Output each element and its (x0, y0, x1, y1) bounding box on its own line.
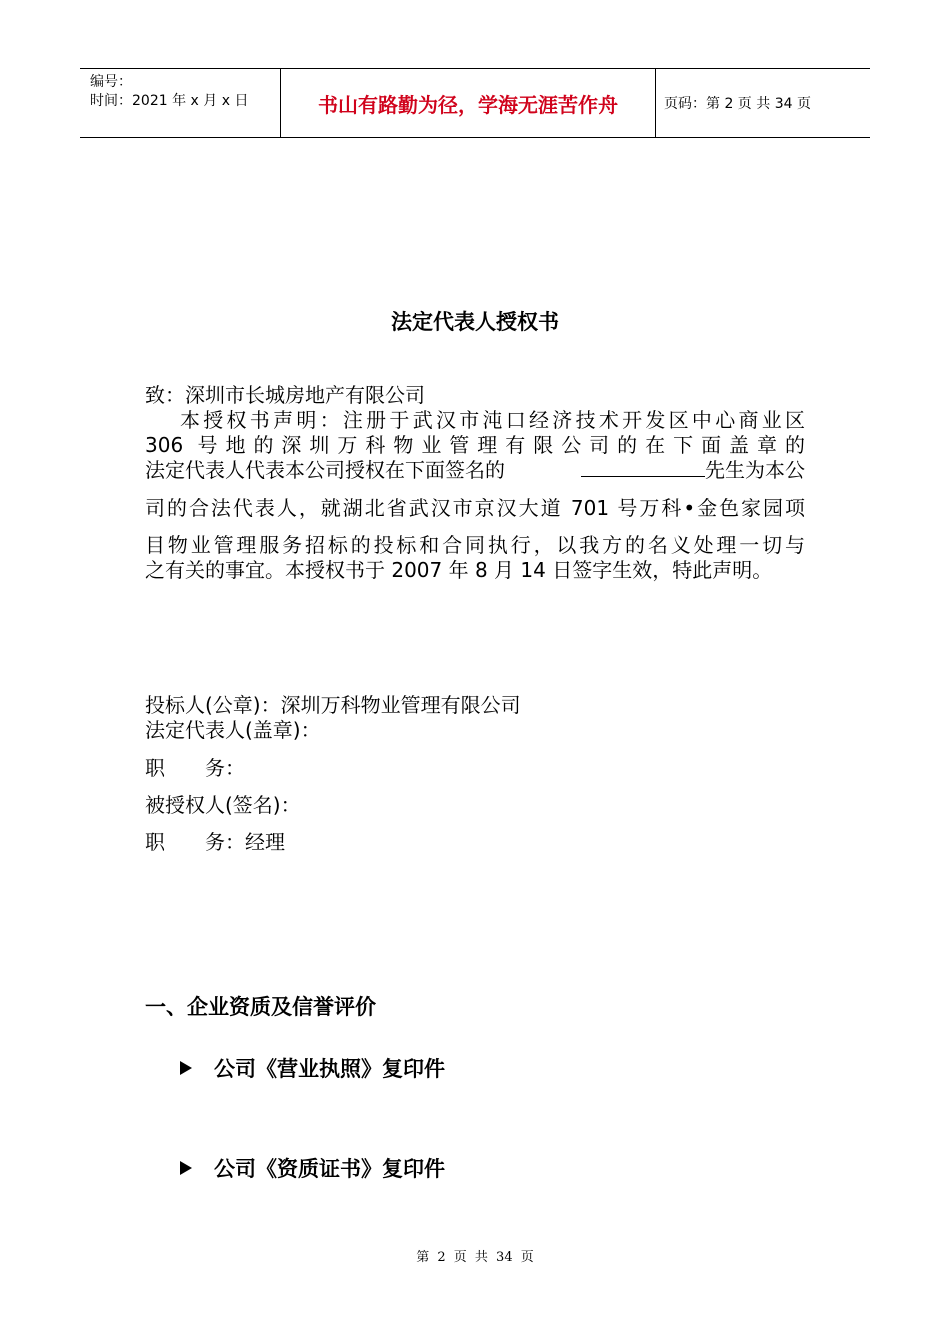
document-title: 法定代表人授权书 (391, 310, 559, 334)
page-footer: 第 2 页 共 34 页 (416, 1250, 534, 1265)
position-line-2: 职 务：经理 (145, 830, 285, 854)
list-item (180, 1153, 445, 1183)
arrow-bullet-icon (180, 1161, 192, 1175)
signature-blank (581, 458, 705, 477)
time-label: 时间：2021 年 x 月 x 日 (90, 93, 249, 109)
body-line-1: 本授权书声明：注册于武汉市沌口经济技术开发区中心商业区 (180, 408, 805, 432)
header-page-info: 页码：第 2 页 共 34 页 (664, 96, 811, 112)
legal-rep-line: 法定代表人(盖章)： (145, 718, 321, 742)
list-item-label: 公司《资质证书》复印件 (214, 1157, 445, 1181)
arrow-bullet-icon (180, 1061, 192, 1075)
header-table (80, 68, 870, 138)
bidder-line: 投标人(公章)：深圳万科物业管理有限公司 (145, 693, 521, 717)
body-line-4: 司的合法代表人，就湖北省武汉市京汉大道 701 号万科•金色家园项 (145, 496, 805, 520)
body-line-5: 目物业管理服务招标的投标和合同执行，以我方的名义处理一切与 (145, 533, 805, 557)
list-item (180, 1053, 445, 1083)
authorized-line: 被授权人(签名)： (145, 793, 301, 817)
body-line-2: 306 号地的深圳万科物业管理有限公司的在下面盖章的 (145, 433, 805, 457)
body-line-3 (145, 458, 805, 483)
header-meta (80, 69, 281, 137)
position-line-1: 职 务： (145, 756, 245, 780)
body-line-3-end: 先生为本公 (705, 458, 805, 482)
section-heading: 一、企业资质及信誉评价 (145, 995, 376, 1019)
number-label: 编号： (90, 74, 132, 90)
body-line-6: 之有关的事宜。本授权书于 2007 年 8 月 14 日签字生效，特此声明。 (145, 558, 773, 582)
list-item-label: 公司《营业执照》复印件 (214, 1057, 445, 1081)
header-motto: 书山有路勤为径，学海无涯苦作舟 (281, 69, 656, 137)
body-line-3-start: 法定代表人代表本公司授权在下面签名的 (145, 458, 505, 482)
addressee-line: 致：深圳市长城房地产有限公司 (145, 383, 425, 407)
